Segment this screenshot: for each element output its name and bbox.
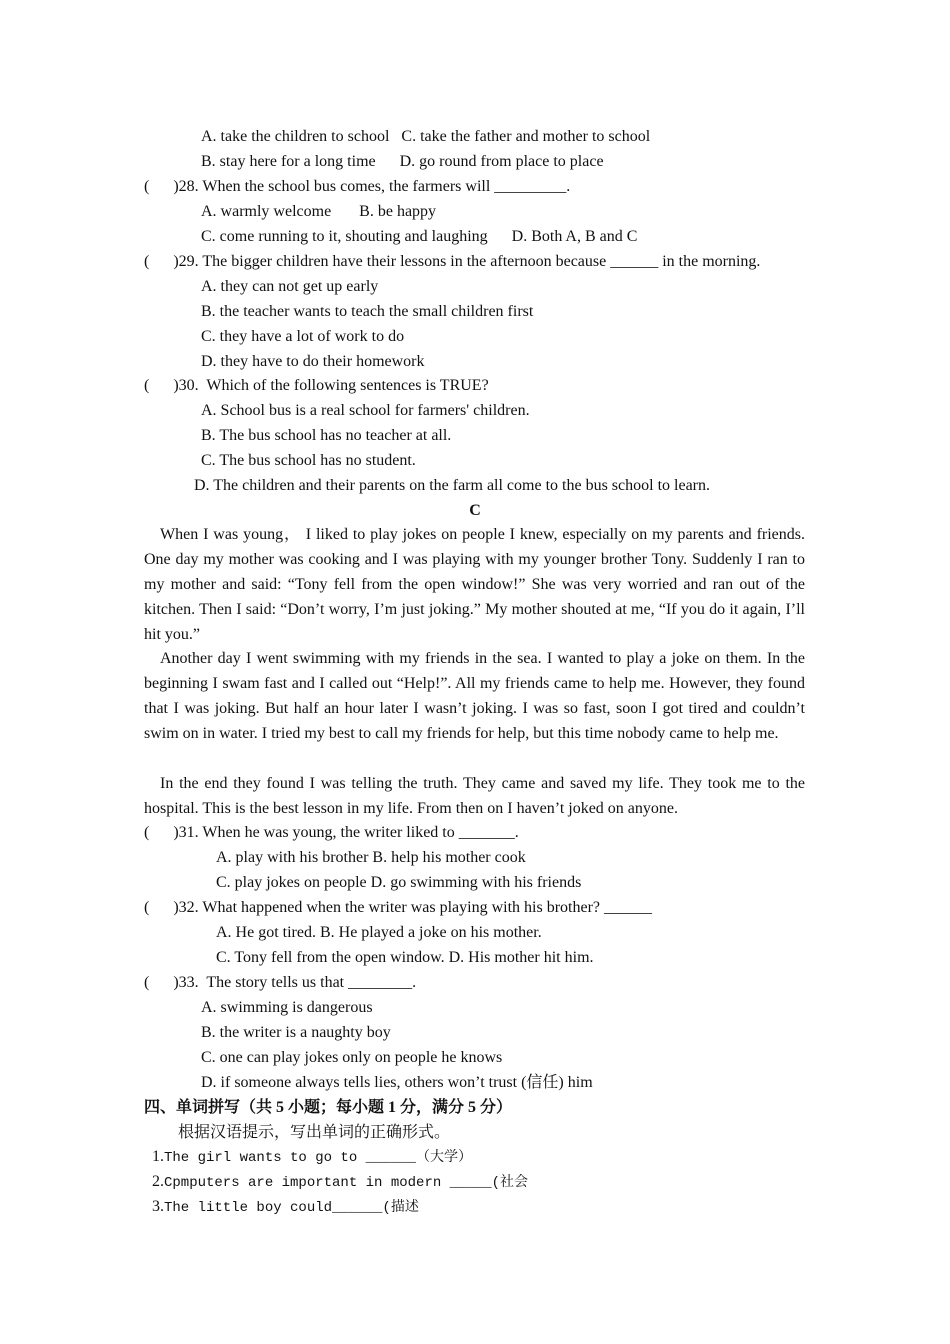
section-4-heading: 四、单词拼写（共 5 小题；每小题 1 分，满分 5 分） xyxy=(144,1099,513,1116)
spelling-item-number: 3. xyxy=(152,1198,164,1215)
q30-option-a: A. School bus is a real school for farmers' children. xyxy=(201,402,530,419)
q30-stem: ( )30. Which of the following sentences is TRUE? xyxy=(144,377,489,394)
spelling-item-text: The little boy could______(描述 xyxy=(164,1200,419,1216)
q30-option-d: D. The children and their parents on the farm all come to the bus school to learn. xyxy=(194,477,710,494)
q27-options-line2: B. stay here for a long time D. go round from place to place xyxy=(201,153,604,170)
q33-option-c: C. one can play jokes only on people he knows xyxy=(201,1049,503,1066)
q29-option-b: B. the teacher wants to teach the small children first xyxy=(201,303,534,320)
q28-options-line2: C. come running to it, shouting and laughing D. Both A, B and C xyxy=(201,228,638,245)
section-4-instruction: 根据汉语提示，写出单词的正确形式。 xyxy=(178,1124,451,1141)
section-c-label: C xyxy=(469,502,481,519)
passage-paragraph-1: When I was young， I liked to play jokes on people I knew, especially on my parents and friends. One day my mother was cooking and I was playing with my younger brother Tony. Suddenly I ran to my mother and said: “Tony fell from the open window!” She was very worried and ran out of the kitchen. Then I said: “Don’t worry, I’m just joking.” My mother shouted at me, “If you do it again, I’ll hit you.” xyxy=(144,526,805,643)
spelling-item-2 xyxy=(152,1169,528,1196)
q32-options-line1: A. He got tired. B. He played a joke on his mother. xyxy=(216,924,542,941)
q28-stem: ( )28. When the school bus comes, the farmers will _________. xyxy=(144,178,571,195)
spelling-item-text: Cpmputers are important in modern _____(社会 xyxy=(164,1175,529,1191)
q29-stem: ( )29. The bigger children have their lessons in the afternoon because ______ in the morning. xyxy=(144,253,761,270)
q31-stem: ( )31. When he was young, the writer liked to _______. xyxy=(144,824,519,841)
spelling-item-number: 1. xyxy=(152,1148,164,1165)
passage-paragraph-3: In the end they found I was telling the truth. They came and saved my life. They took me to the hospital. This is the best lesson in my life. From then on I haven’t joked on anyone. xyxy=(144,775,805,817)
q27-options-line1: A. take the children to school C. take the father and mother to school xyxy=(201,128,651,145)
spelling-item-1 xyxy=(152,1144,472,1171)
spelling-item-3 xyxy=(152,1194,419,1221)
spelling-item-text: The girl wants to go to ______（大学） xyxy=(164,1150,473,1166)
q29-option-c: C. they have a lot of work to do xyxy=(201,328,405,345)
q32-options-line2: C. Tony fell from the open window. D. His mother hit him. xyxy=(216,949,594,966)
q29-option-a: A. they can not get up early xyxy=(201,278,379,295)
passage-paragraph-2: Another day I went swimming with my friends in the sea. I wanted to play a joke on them. In the beginning I swam fast and I called out “Help!”. All my friends came to help me. However, they found that I was joking. But half an hour later I wasn’t joking. I was so fast, soon I got tired and couldn’t swim on in water. I tried my best to call my friends for help, but this time nobody came to help me. xyxy=(144,650,805,742)
q33-option-a: A. swimming is dangerous xyxy=(201,999,373,1016)
q33-option-d: D. if someone always tells lies, others won’t trust (信任) him xyxy=(201,1074,593,1091)
q33-stem: ( )33. The story tells us that ________. xyxy=(144,974,417,991)
q29-option-d: D. they have to do their homework xyxy=(201,353,425,370)
q31-options-line2: C. play jokes on people D. go swimming with his friends xyxy=(216,874,582,891)
spelling-item-number: 2. xyxy=(152,1173,164,1190)
q31-options-line1: A. play with his brother B. help his mother cook xyxy=(216,849,526,866)
q28-options-line1: A. warmly welcome B. be happy xyxy=(201,203,437,220)
q32-stem: ( )32. What happened when the writer was playing with his brother? ______ xyxy=(144,899,653,916)
q33-option-b: B. the writer is a naughty boy xyxy=(201,1024,391,1041)
q30-option-b: B. The bus school has no teacher at all. xyxy=(201,427,452,444)
q30-option-c: C. The bus school has no student. xyxy=(201,452,416,469)
